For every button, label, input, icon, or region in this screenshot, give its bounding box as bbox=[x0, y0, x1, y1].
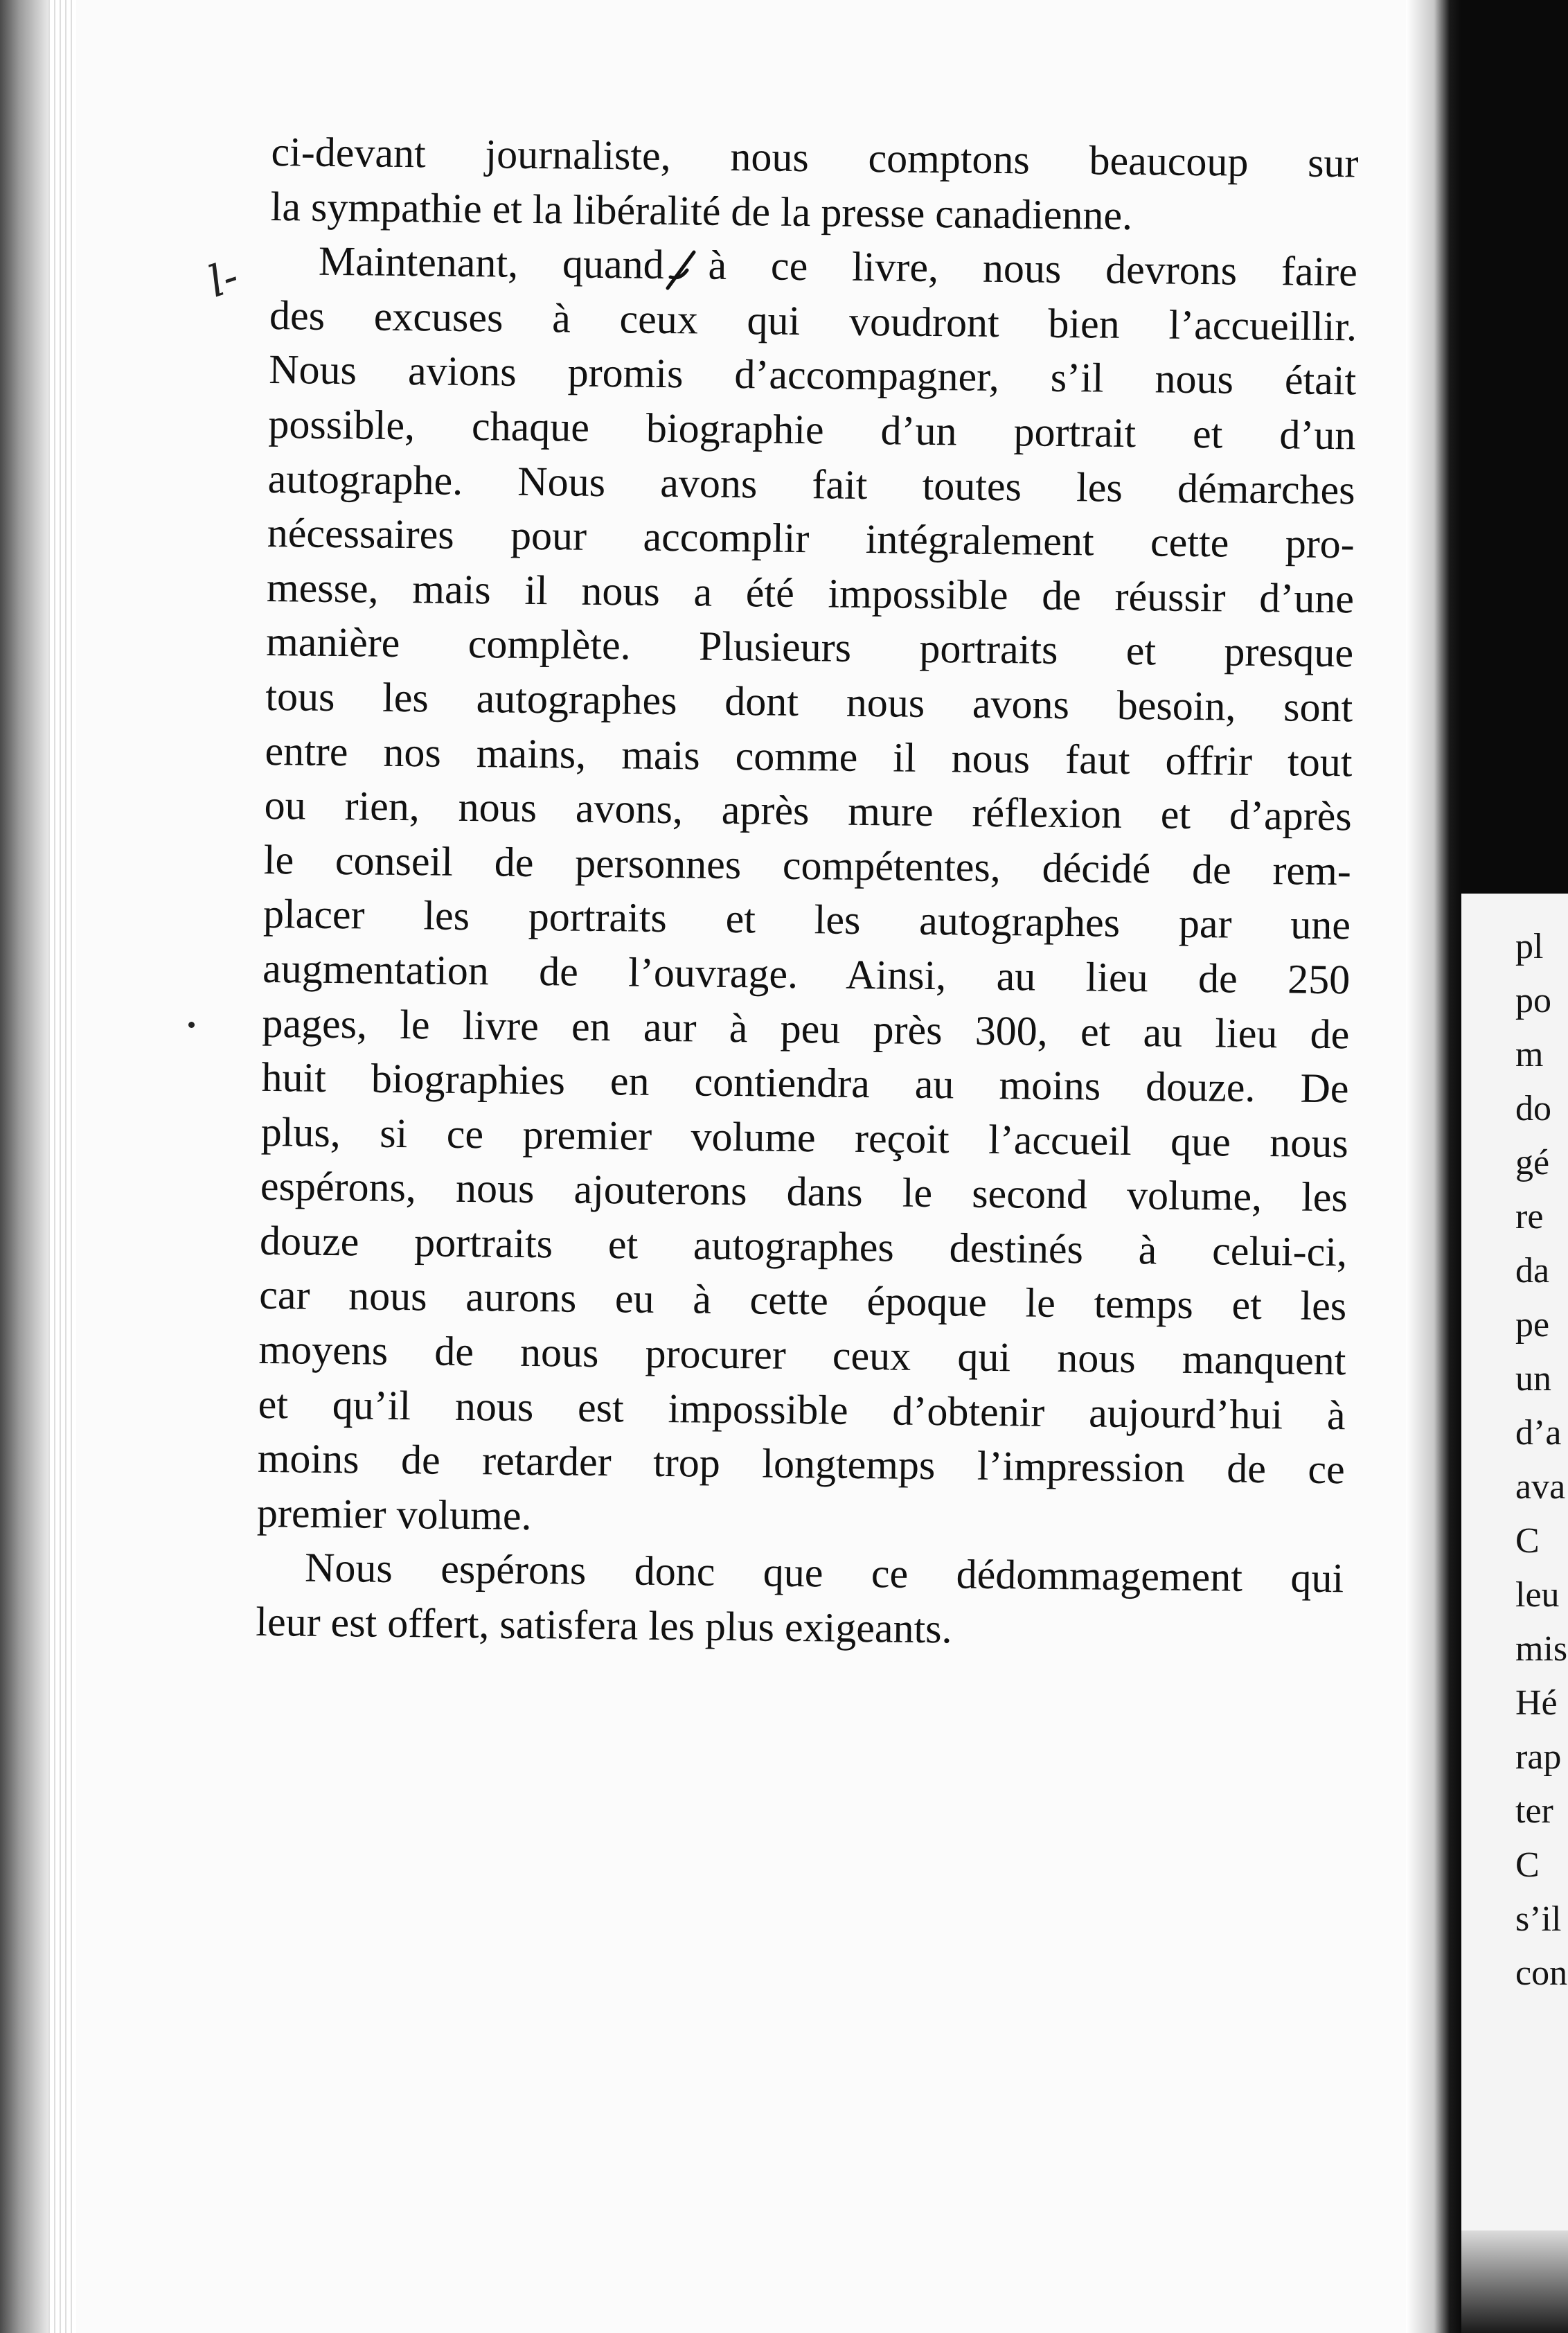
facing-page-fragment: rap bbox=[1515, 1737, 1562, 1777]
text-line: moins de retarder trop longtemps l’impression de ce bbox=[257, 1435, 1346, 1493]
text-line: car nous aurons eu à cette époque le temps et les bbox=[258, 1272, 1347, 1329]
facing-page-fragment: leu bbox=[1515, 1575, 1560, 1615]
facing-page-fragment: d’a bbox=[1515, 1413, 1562, 1453]
book-gutter bbox=[1406, 0, 1468, 2333]
text-line: Maintenant, quand à ce livre, nous devrons faire bbox=[318, 238, 1358, 295]
text-line: ou rien, nous avons, après mure réflexion et d’après bbox=[264, 782, 1352, 840]
text-line: entre nos mains, mais comme il nous faut offrir tout bbox=[265, 727, 1353, 785]
text-line: huit biographies en contiendra au moins douze. De bbox=[261, 1054, 1349, 1112]
text-line: des excuses à ceux qui voudront bien l’accueillir. bbox=[269, 292, 1357, 350]
facing-page-fragment: pe bbox=[1515, 1305, 1550, 1345]
text-line: manière complète. Plusieurs portraits et presque bbox=[265, 619, 1354, 676]
text-line: et qu’il nous est impossible d’obtenir aujourd’hui à bbox=[258, 1381, 1346, 1438]
facing-page-fragment: po bbox=[1515, 981, 1551, 1020]
text-line: premier volume. bbox=[256, 1489, 532, 1538]
facing-page-fragment: m bbox=[1515, 1035, 1544, 1074]
text-line: augmentation de l’ouvrage. Ainsi, au lieu de 250 bbox=[262, 945, 1351, 1003]
facing-page-fragment: da bbox=[1515, 1251, 1550, 1290]
facing-page-fragment: Hé bbox=[1515, 1683, 1558, 1723]
facing-page-fragment: pl bbox=[1515, 927, 1544, 966]
text-line: Nous espérons donc que ce dédommagement qui bbox=[304, 1545, 1344, 1602]
text-line: nécessaires pour accomplir intégralement cette pro- bbox=[267, 510, 1355, 567]
facing-page-fragment: do bbox=[1515, 1089, 1551, 1128]
text-line: pages, le livre en aur à peu près 300, et au lieu de bbox=[262, 1000, 1350, 1057]
margin-dot bbox=[188, 1022, 195, 1028]
text-line: douze portraits et autographes destinés à celui-ci, bbox=[259, 1217, 1348, 1275]
handwritten-margin-mark: l- bbox=[202, 250, 245, 308]
text-line: moyens de nous procurer ceux qui nous manquent bbox=[258, 1326, 1346, 1384]
text-line: leur est offert, satisfera les plus exigeants. bbox=[256, 1598, 952, 1652]
facing-page-fragment: ter bbox=[1515, 1791, 1553, 1831]
text-line: possible, chaque biographie d’un portrait et d’un bbox=[268, 400, 1356, 459]
facing-page-shadow bbox=[1461, 0, 1568, 894]
facing-page-fragment: s’il bbox=[1515, 1899, 1562, 1939]
text-line: Nous avions promis d’accompagner, s’il nous était bbox=[268, 346, 1357, 404]
facing-page-fragment: un bbox=[1515, 1359, 1551, 1399]
text-line: ci-devant journaliste, nous comptons beaucoup sur bbox=[271, 128, 1359, 186]
facing-page-fragment: ava bbox=[1515, 1467, 1566, 1507]
body-text bbox=[256, 125, 1359, 1660]
facing-page-fragment: mis bbox=[1515, 1629, 1568, 1669]
facing-page-fragment: gé bbox=[1515, 1143, 1550, 1182]
facing-page-fragment: C bbox=[1515, 1521, 1540, 1561]
facing-page-text-fragments bbox=[1515, 920, 1567, 2001]
facing-page-fragment: re bbox=[1515, 1197, 1544, 1236]
text-line: le conseil de personnes compétentes, décidé de rem- bbox=[263, 836, 1352, 894]
facing-page-bottom-shadow bbox=[1461, 2230, 1568, 2333]
facing-page-fragment: con bbox=[1515, 1953, 1568, 1993]
text-line: autographe. Nous avons fait toutes les démarches bbox=[267, 455, 1355, 513]
text-line: placer les portraits et les autographes par une bbox=[262, 891, 1351, 948]
text-line: tous les autographes dont nous avons besoin, sont bbox=[265, 673, 1353, 731]
stacked-page-edges bbox=[48, 0, 76, 2333]
text-line: espérons, nous ajouterons dans le second volume, les bbox=[260, 1163, 1348, 1221]
left-page-edge bbox=[0, 0, 48, 2333]
text-line: messe, mais il nous a été impossible de réussir d’une bbox=[266, 564, 1355, 622]
facing-page-fragment: C bbox=[1515, 1845, 1540, 1885]
text-line: plus, si ce premier volume reçoit l’accueil que nous bbox=[260, 1108, 1349, 1166]
text-line: la sympathie et la libéralité de la presse canadienne. bbox=[270, 183, 1133, 238]
